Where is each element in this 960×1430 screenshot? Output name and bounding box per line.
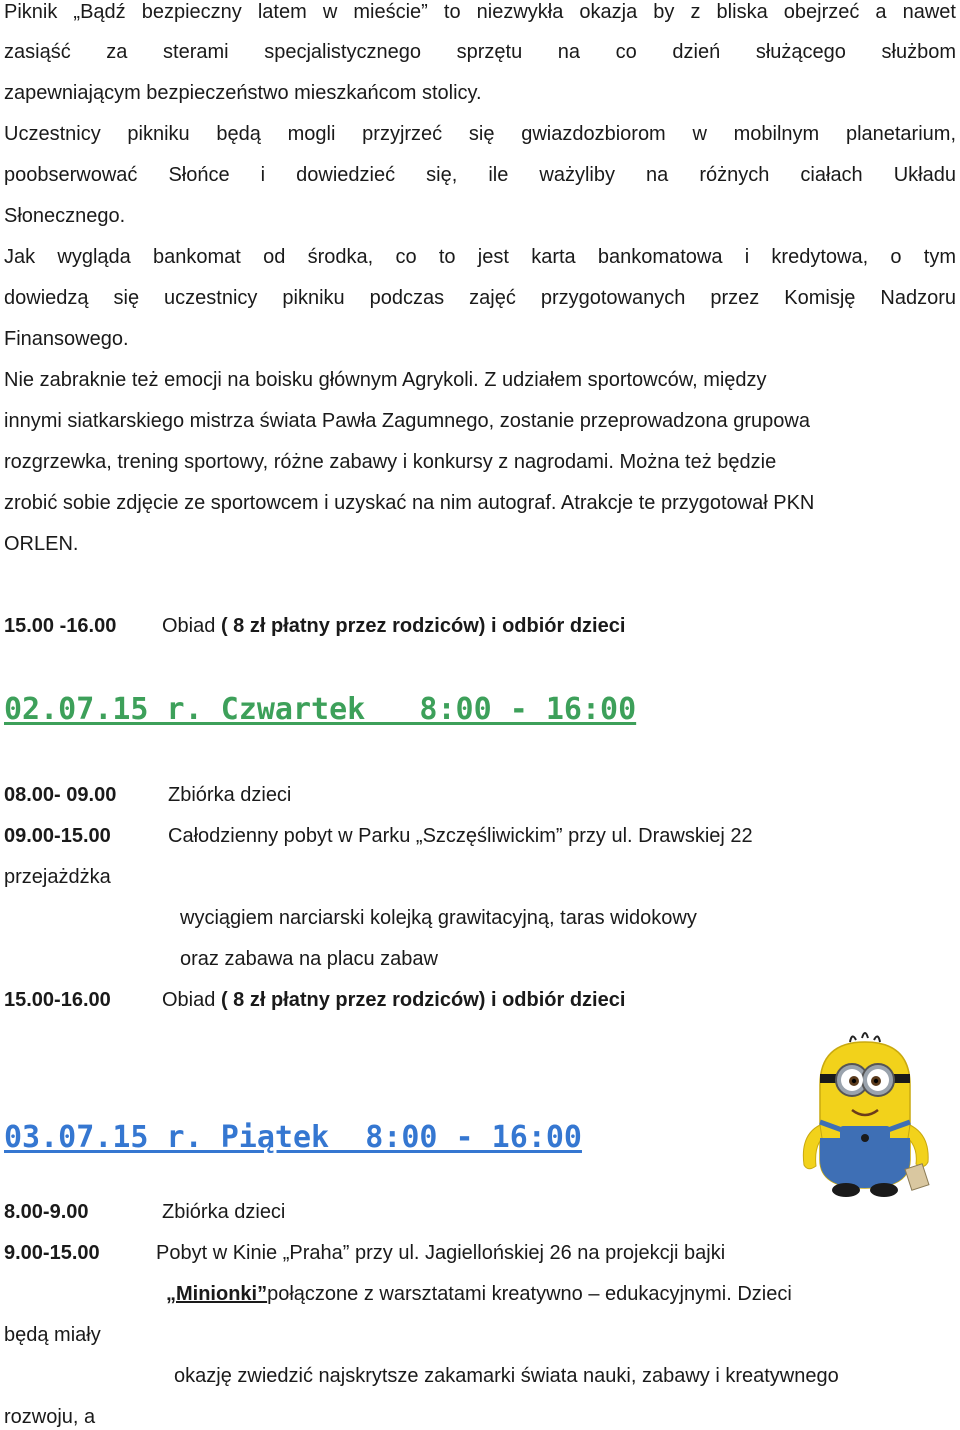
day1-row-2-time: 09.00-15.00: [4, 825, 111, 847]
lunch-detail: ( 8 zł płatny przez rodziców) i odbiór dzieci: [220, 615, 626, 637]
day1-row-2-cont-1: przejażdżka: [4, 866, 111, 888]
intro-line-5: poobserwować Słońce i dowiedzieć się, ile ważyliby na różnych ciałach Układu: [4, 164, 956, 186]
day2-row-2-cont-4: rozwoju, a: [4, 1406, 96, 1428]
day1-row-1: [4, 783, 292, 807]
intro-line-2: zasiąść za sterami specjalistycznego sprzętu na co dzień służącego służbom: [4, 41, 956, 63]
day1-row-3-label: Obiad ( 8 zł płatny przez rodziców) i odbiór dzieci: [162, 989, 626, 1011]
day1-row-1-text: Zbiórka dzieci: [168, 784, 292, 806]
day2-row-2-text: Pobyt w Kinie „Praha” przy ul. Jagiellońskiej 26 na projekcji bajki: [156, 1242, 726, 1264]
intro-line-13: zrobić sobie zdjęcie ze sportowcem i uzyskać na nim autograf. Atrakcje te przygotował PKN: [4, 492, 815, 514]
day2-movie-title: „Minionki”: [166, 1283, 268, 1305]
intro-line-3: zapewniającym bezpieczeństwo mieszkańcom stolicy.: [4, 82, 482, 104]
day1-row-3: [4, 988, 626, 1012]
intro-line-1: Piknik „Bądź bezpieczny latem w mieście” to niezwykła okazja by z bliska obejrzeć a nawet: [4, 1, 956, 23]
intro-line-14: ORLEN.: [4, 533, 79, 555]
lunch-time: 15.00 -16.00: [4, 615, 117, 637]
intro-line-11: innymi siatkarskiego mistrza świata Pawła Zagumnego, zostanie przeprowadzona grupowa: [4, 410, 810, 432]
minion-plush-image: [790, 1030, 940, 1200]
day1-row-2-text: Całodzienny pobyt w Parku „Szczęśliwickim” przy ul. Drawskiej 22: [168, 825, 753, 847]
intro-line-10: Nie zabraknie też emocji na boisku głównym Agrykoli. Z udziałem sportowców, między: [4, 369, 767, 391]
day1-row-3-time: 15.00-16.00: [4, 989, 111, 1011]
intro-line-8: dowiedzą się uczestnicy pikniku podczas zajęć przygotowanych przez Komisję Nadzoru: [4, 287, 956, 309]
day2-row-2-cont-2: będą miały: [4, 1324, 101, 1346]
day1-row-2-cont-2: wyciągiem narciarski kolejką grawitacyjną, taras widokowy: [180, 907, 697, 929]
intro-line-12: rozgrzewka, trening sportowy, różne zabawy i konkursy z nagrodami. Można też będzie: [4, 451, 777, 473]
day2-row-2: [4, 1241, 726, 1265]
day2-row-2-time: 9.00-15.00: [4, 1242, 100, 1264]
day2-row-1-time: 8.00-9.00: [4, 1201, 89, 1223]
lunch-label: Obiad ( 8 zł płatny przez rodziców) i odbiór dzieci: [162, 615, 626, 637]
day2-row-2-cont-3: okazję zwiedzić najskrytsze zakamarki świata nauki, zabawy i kreatywnego: [174, 1365, 839, 1387]
intro-line-6: Słonecznego.: [4, 205, 126, 227]
intro-line-4: Uczestnicy pikniku będą mogli przyjrzeć się gwiazdozbiorom w mobilnym planetarium,: [4, 123, 956, 145]
day1-row-3-detail: ( 8 zł płatny przez rodziców) i odbiór dzieci: [220, 989, 626, 1011]
day2-row-2-cont-1-text: połączone z warsztatami kreatywno – edukacyjnymi. Dzieci: [267, 1283, 792, 1305]
day1-row-1-time: 08.00- 09.00: [4, 784, 117, 806]
day1-heading: 02.07.15 r. Czwartek 8:00 - 16:00: [4, 692, 637, 727]
day2-row-1-text: Zbiórka dzieci: [162, 1201, 286, 1223]
day1-row-2: [4, 824, 753, 848]
intro-line-7: Jak wygląda bankomat od środka, co to jest karta bankomatowa i kredytowa, o tym: [4, 246, 956, 268]
day1-row-2-cont-3: oraz zabawa na placu zabaw: [180, 948, 438, 970]
day2-heading: 03.07.15 r. Piątek 8:00 - 16:00: [4, 1120, 582, 1155]
day2-row-1: [4, 1200, 286, 1224]
day2-row-2-cont-1: [166, 1282, 792, 1306]
lunch-row: [4, 614, 626, 638]
intro-line-9: Finansowego.: [4, 328, 129, 350]
